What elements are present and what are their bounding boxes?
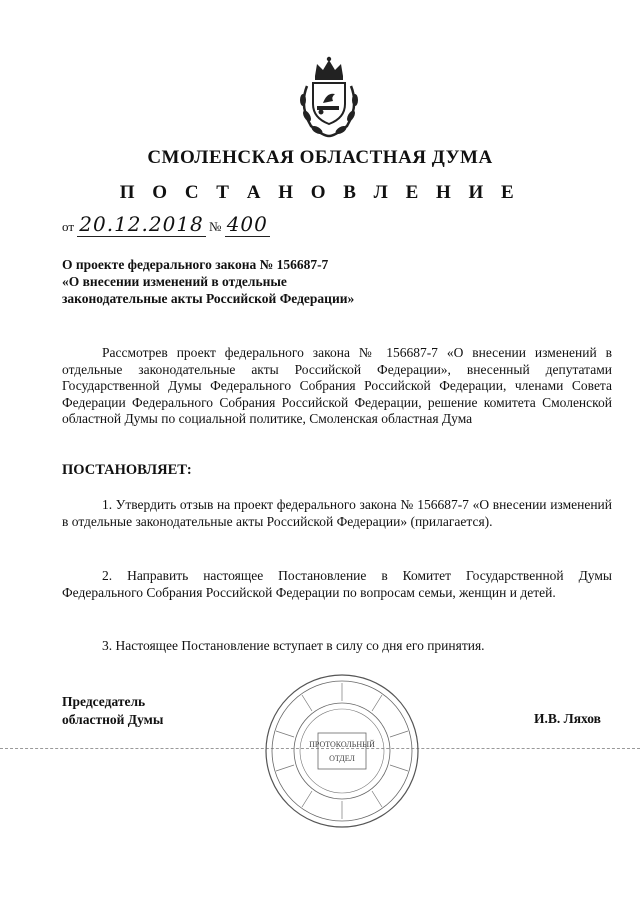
subject-line: «О внесении изменений в отдельные (62, 274, 287, 289)
signatory-title (62, 693, 163, 729)
coat-of-arms-emblem (293, 56, 365, 138)
preamble-paragraph: Рассмотрев проект федерального закона № 156687-7 «О внесении изменений в отдельные законодательные акты Российской Федерации», внесенный депутатами Государственной Думы Федерального Собрания Российской Федерации, членами Совета Федерации Федерального Собрания Российской Федерации, решение комитета Смоленской областной Думы по социальной политике, Смоленская областная Дума (62, 345, 612, 427)
signatory-name: И.В. Ляхов (534, 711, 601, 726)
official-seal-stamp (262, 671, 422, 831)
signatory-title-line: Председатель (62, 694, 146, 709)
subject-line: законодательные акты Российской Федерации» (62, 291, 355, 306)
handwritten-date: 20.12.2018 (79, 212, 204, 236)
resolution-item-2: 2. Направить настоящее Постановление в Комитет Государственной Думы Федерального Собрания Российской Федерации по вопросам семьи, женщин и детей. (62, 568, 612, 600)
organization-name: СМОЛЕНСКАЯ ОБЛАСТНАЯ ДУМА (147, 147, 493, 168)
handwritten-number: 400 (226, 212, 268, 236)
resolution-item-3: 3. Настоящее Постановление вступает в силу со дня его принятия. (102, 638, 485, 653)
date-number-line (62, 212, 270, 236)
seal-center-text-line2: ОТДЕЛ (329, 754, 355, 763)
date-prefix: от (62, 219, 75, 234)
subject-line: О проекте федерального закона № 156687-7 (62, 257, 329, 272)
resolves-heading: ПОСТАНОВЛЯЕТ: (62, 462, 192, 478)
number-sign: № (209, 219, 222, 234)
document-type: П О С Т А Н О В Л Е Н И Е (119, 182, 521, 203)
resolution-item-1: 1. Утвердить отзыв на проект федерального закона № 156687-7 «О внесении изменений в отдельные законодательные акты Российской Федерации» (прилагается). (62, 497, 612, 529)
subject-heading (62, 256, 422, 307)
signatory-title-line: областной Думы (62, 712, 164, 727)
seal-center-text-line1: ПРОТОКОЛЬНЫЙ (309, 740, 375, 749)
